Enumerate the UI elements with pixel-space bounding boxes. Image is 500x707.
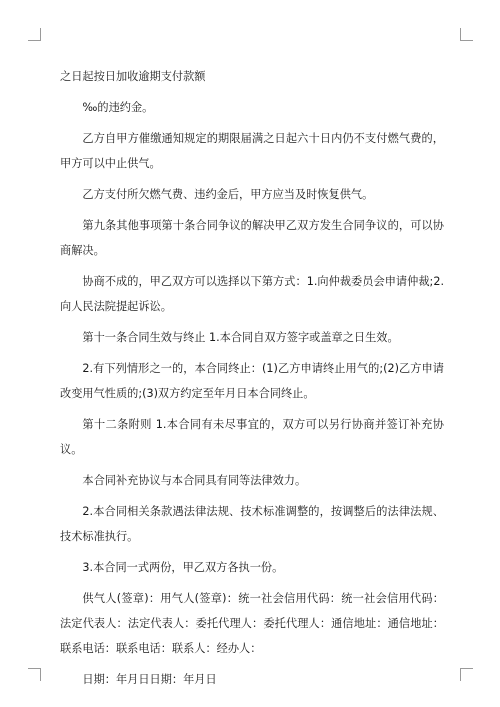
paragraph: 协商不成的，甲乙双方可以选择以下第方式：1.向仲裁委员会申请仲裁;2.向人民法院提起诉讼。 (60, 275, 444, 313)
paragraph: 乙方自甲方催缴通知规定的期限届满之日起六十日内仍不支付燃气费的，甲方可以中止供气。 (60, 132, 444, 170)
paragraph: 第十二条附则 1.本合同有未尽事宜的，双方可以另行协商并签订补充协议。 (60, 418, 444, 456)
paragraph: 2.有下列情形之一的，本合同终止：(1)乙方申请终止用气的;(2)乙方申请改变用气性质的;(3)双方约定至年月日本合同终止。 (60, 362, 444, 400)
paragraph: 3.本合同一式两份，甲乙双方各执一份。 (82, 561, 284, 574)
paragraph: 供气人(签章)：用气人(签章)：统一社会信用代码：统一社会信用代码：法定代表人：法定代表人：委托代理人：委托代理人：通信地址：通信地址：联系电话：联系电话：联系人：经办人： (60, 592, 444, 655)
crop-mark-top-right (460, 28, 473, 41)
crop-mark-bottom-right (460, 668, 473, 681)
paragraph: ‰的违约金。 (82, 101, 154, 114)
crop-mark-bottom-left (28, 668, 41, 681)
paragraph: 第九条其他事项第十条合同争议的解决甲乙双方发生合同争议的，可以协商解决。 (60, 219, 444, 257)
paragraph: 日期：年月日日期：年月日 (82, 673, 217, 686)
paragraph: 第十一条合同生效与终止 1.本合同自双方签字或盖章之日生效。 (82, 331, 399, 344)
paragraph: 本合同补充协议与本合同具有同等法律效力。 (82, 474, 307, 487)
document-body (60, 64, 444, 698)
paragraph: 2.本合同相关条款遇法律法规、技术标准调整的，按调整后的法律法规、技术标准执行。 (60, 505, 444, 543)
paragraph: 之日起按日加收逾期支付款额 (60, 70, 206, 83)
paragraph: 乙方支付所欠燃气费、违约金后，甲方应当及时恢复供气。 (82, 188, 374, 201)
crop-mark-top-left (28, 28, 41, 41)
